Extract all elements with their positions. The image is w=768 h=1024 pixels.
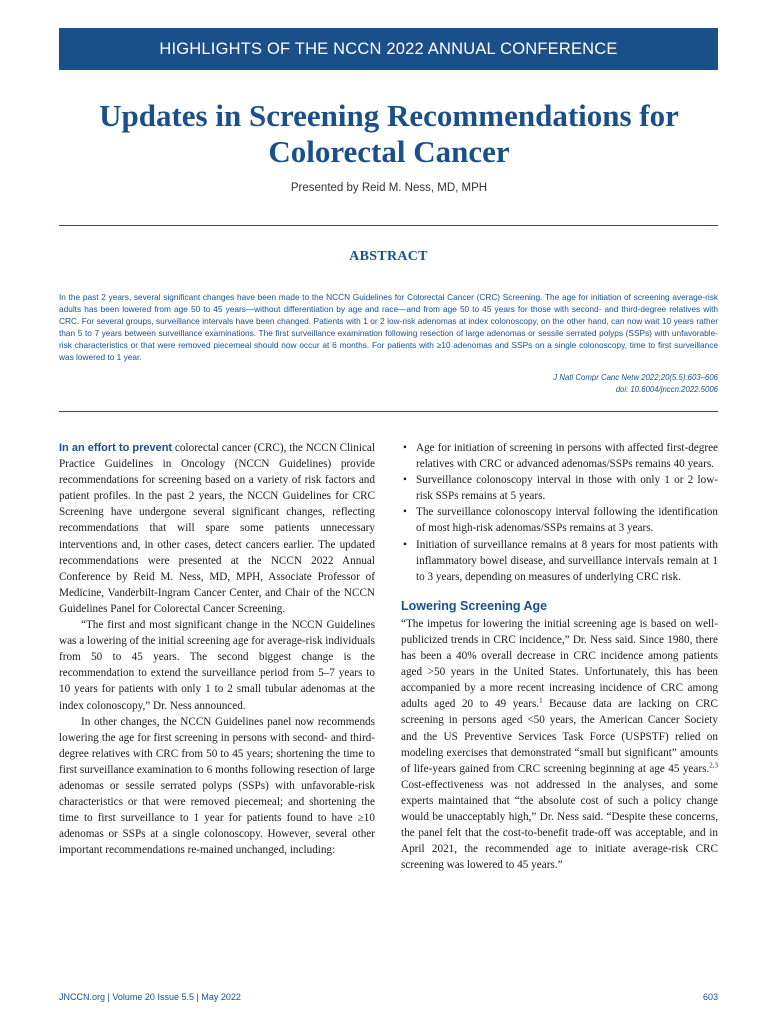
unchanged-recommendations-list: [401, 440, 718, 585]
list-item-text: Initiation of surveillance remains at 8 years for most patients with inflammatory bowel disease, and surveillance intervals remain at 1 to 3 years, depending on measures of underlying CRC risk.: [416, 538, 718, 583]
abstract-top-rule: [59, 225, 718, 226]
section-text-b: Because data are lacking on CRC screening in persons aged <50 years, the American Cancer Society and the US Preventive Services Task Force (USPSTF) relied on modeling exercises that demonstrated “small but significant” amounts of life-years gained from CRC screening beginning at age 45 years.: [401, 698, 718, 775]
footer-volume: Volume 20: [112, 992, 155, 1002]
footer-issue: Issue 5.5: [157, 992, 194, 1002]
list-item: [401, 504, 718, 536]
title-line-1: Updates in Screening Recommendations for: [99, 98, 679, 133]
footer-separator: |: [107, 992, 110, 1002]
intro-text: colorectal cancer (CRC), the NCCN Clinical Practice Guidelines in Oncology (NCCN Guidelines) provide recommendations for screening based on a variety of risk factors and patient profiles. In the past 2 years, the NCCN Guidelines for CRC Screening have undergone several significant changes, reflecting recommendations that will spare some patients unnecessary interventions and, in other cases, detect cancers earlier. The updated recommendations were presented at the NCCN 2022 Annual Conference by Reid M. Ness, MD, MPH, Associate Professor of Medicine, Vanderbilt-Ingram Cancer Center, and Chair of the NCCN Guidelines Panel for Colorectal Cancer Screening.: [59, 442, 375, 615]
reference-1-link[interactable]: 1: [539, 696, 543, 705]
paragraph-other-changes: In other changes, the NCCN Guidelines panel now recommends lowering the age for first screening in persons with second- and third-degree relatives with CRC from 50 to 45 years; shortening the time to first surveillance examination to 6 months following resection of large adenomas or sessile serrated polyps (SSPs) with unfavorable-risk characteristics or that were removed piecemeal; and shortening the time to first surveillance to 1 year for patients found to have ≥10 adenomas or SSPs at a single colonoscopy. However, several other important recommendations re-mained unchanged, including:: [59, 715, 375, 857]
list-item-text: Age for initiation of screening in persons with affected first-degree relatives with CRC or advanced adenomas/SSPs remains 40 years.: [416, 442, 718, 471]
bullet-icon: •: [403, 474, 407, 487]
title-line-2: Colorectal Cancer: [268, 134, 510, 169]
abstract-heading: ABSTRACT: [349, 249, 428, 264]
footer-journal-link[interactable]: JNCCN.org: [59, 992, 106, 1002]
citation-doi[interactable]: doi: 10.6004/jnccn.2022.5006: [615, 385, 718, 394]
list-item-text: Surveillance colonoscopy interval in those with only 1 or 2 low-risk SSPs remains at 5 years.: [416, 474, 718, 503]
abstract-bottom-rule: [59, 411, 718, 412]
section-text-a: “The impetus for lowering the initial screening age is based on well-publicized trends in CRC incidence,” Dr. Ness said. Since 1980, there has been a 40% overall decrease in CRC incidence among patients aged >50 years in the United States. Unfortunately, this has been accompanied by a more recent increasing incidence of CRC among adults aged 20 to 49 years.: [401, 617, 718, 711]
citation-journal: J Natl Compr Canc Netw 2022;20(5.5):603–606: [553, 373, 718, 382]
section-text-c: Cost-effectiveness was not addressed in the analyses, and some experts maintained that “the absolute cost of such a policy change would be unacceptably high,” Dr. Ness said. “Despite these concerns, the panel felt that the cost-to-benefit trade-off was acceptable, and in April 2021, the recommended age to initiate average-risk CRC screening was lowered to 45 years.”: [401, 778, 718, 872]
bullet-icon: •: [403, 506, 407, 519]
footer-date: May 2022: [201, 992, 241, 1002]
lead-in-text: In an effort to prevent: [59, 442, 173, 454]
bullet-icon: •: [403, 538, 407, 551]
list-item-text: The surveillance colonoscopy interval following the identification of most high-risk adenomas/SSPs remains at 3 years.: [416, 506, 718, 535]
article-title: [40, 98, 738, 170]
list-item: [401, 472, 718, 504]
list-item: [401, 440, 718, 472]
abstract-citation: [553, 372, 718, 396]
section-heading-lowering-screening-age: Lowering Screening Age: [401, 598, 548, 613]
conference-banner: HIGHLIGHTS OF THE NCCN 2022 ANNUAL CONFERENCE: [59, 28, 718, 70]
bullet-icon: •: [403, 442, 407, 454]
list-item: [401, 537, 718, 585]
abstract-body: In the past 2 years, several significant changes have been made to the NCCN Guidelines for Colorectal Cancer (CRC) Screening. The age for initiation of screening average-risk adults has been lowered from age 50 to 45 years—without differentiation by age and race—and from age 50 to 45 years for those with second- and third-degree relatives with CRC. For several groups, surveillance intervals have been changed. Patients with 1 or 2 low-risk adenomas at index colonoscopy, on the other hand, can now wait 10 years rather than 5 to 7 years between surveillance examinations. The first surveillance examination following resection of large adenomas or sessile serrated polyps (SSPs) with unfavorable-risk characteristics or that were removed piecemeal should now occur at 6 months. For patients with ≥10 adenomas and SSPs on a single colonoscopy, time to first surveillance was lowered to 1 year.: [59, 292, 718, 362]
presenter-byline: Presented by Reid M. Ness, MD, MPH: [290, 182, 488, 194]
right-column: [401, 440, 718, 873]
paragraph-first-change: “The first and most significant change in the NCCN Guidelines was a lowering of the initial screening age for average-risk individuals from 50 to 45 years. The second biggest change is the recommendation to extend the surveillance period from 5–7 years to 10 years for patients with only 1 to 2 small tubular adenomas at the index colonoscopy,” Dr. Ness announced.: [59, 619, 375, 712]
footer-journal-info: [59, 992, 241, 1002]
reference-2-3-link[interactable]: 2,3: [709, 760, 718, 769]
left-column: [59, 440, 375, 858]
paragraph-lowering-age: [401, 616, 718, 874]
page-number: 603: [702, 992, 718, 1002]
paragraph-intro: [59, 440, 375, 617]
footer-separator: |: [196, 992, 199, 1002]
